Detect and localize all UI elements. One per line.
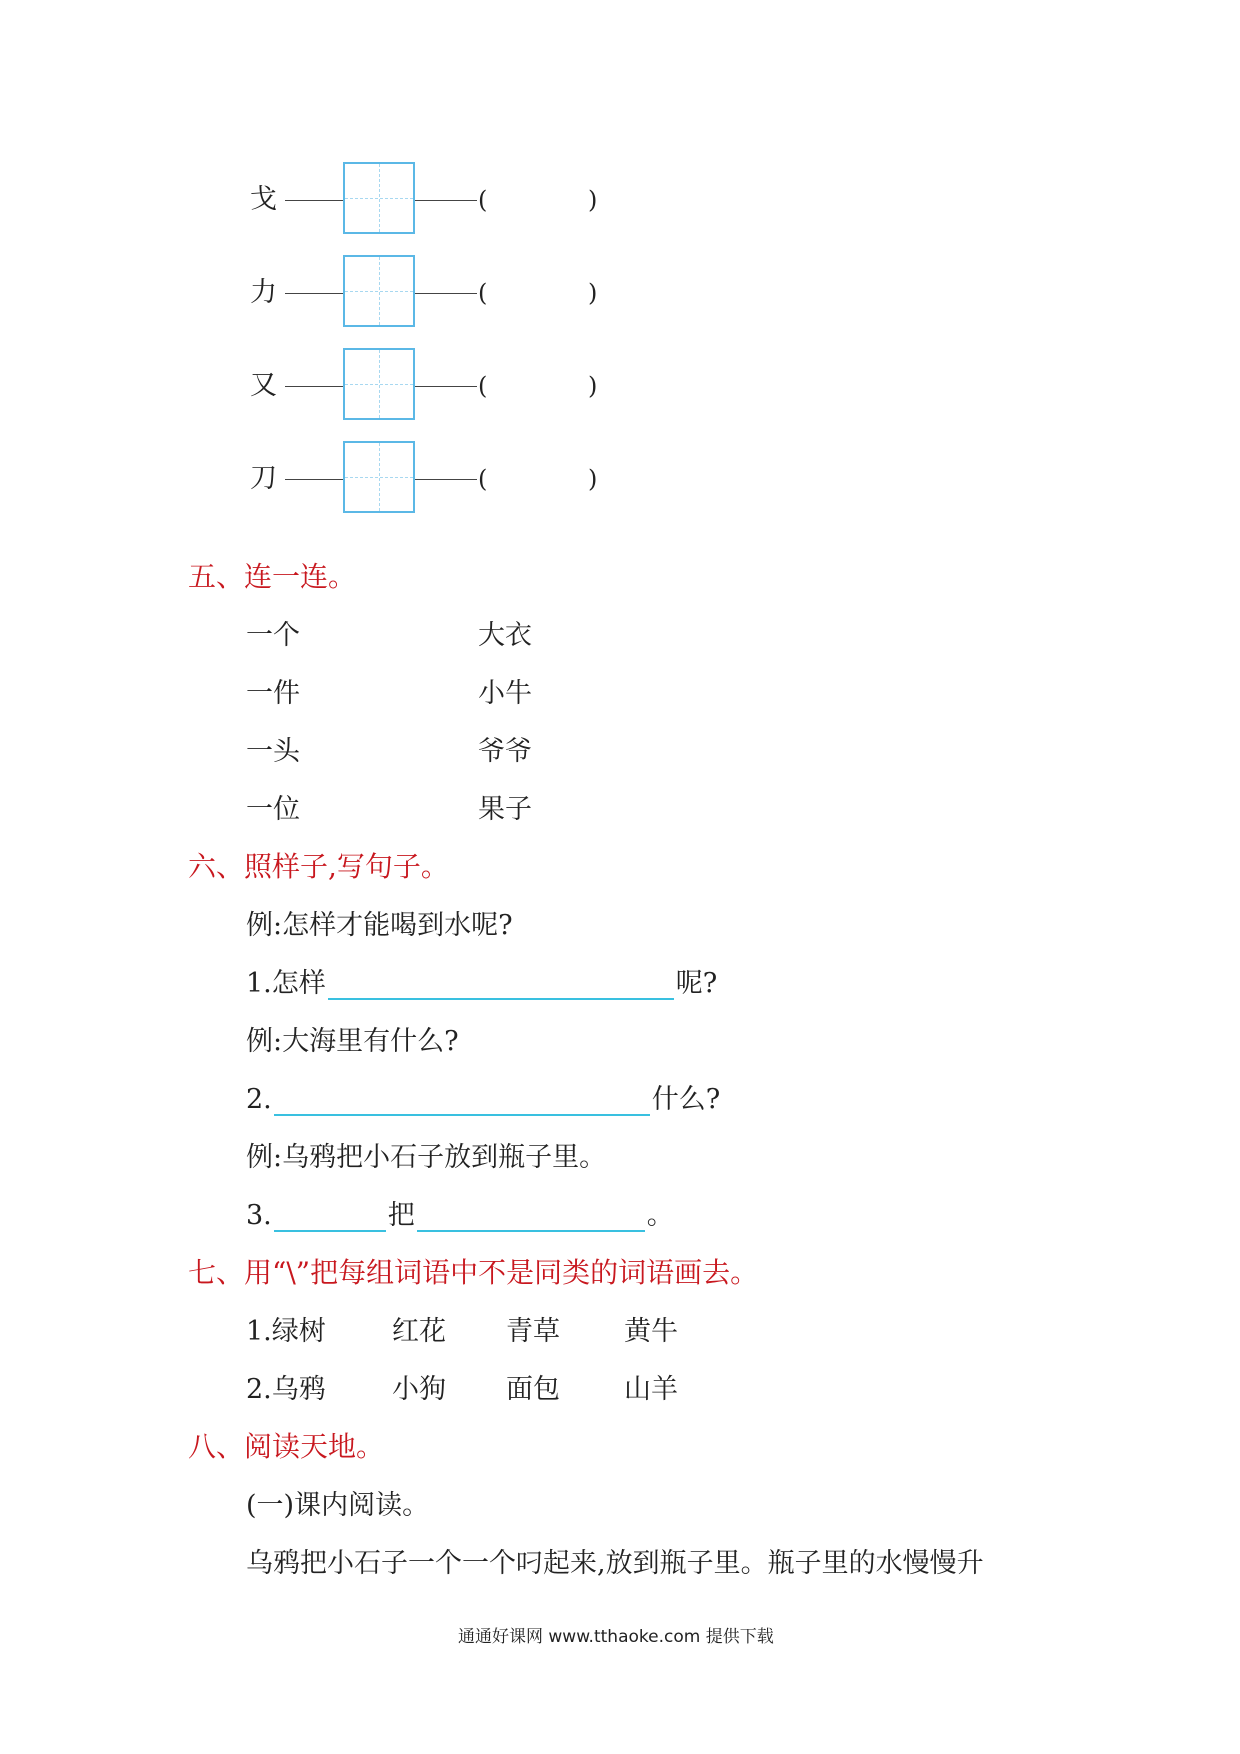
paren-close: ) bbox=[588, 372, 598, 400]
question-3 bbox=[246, 1200, 674, 1232]
example-sentence: 例:乌鸦把小石子放到瓶子里。 bbox=[246, 1142, 607, 1173]
connector-line bbox=[285, 386, 343, 387]
char-label: 刀 bbox=[250, 463, 277, 494]
paren-close: ) bbox=[588, 465, 598, 493]
page-footer: 通通好课网 www.tthaoke.com 提供下载 bbox=[458, 1627, 774, 1647]
answer-blank[interactable] bbox=[417, 1204, 645, 1232]
connector-line bbox=[415, 200, 477, 201]
match-left-item[interactable]: 一头 bbox=[246, 736, 300, 767]
example-sentence: 例:怎样才能喝到水呢? bbox=[246, 910, 513, 941]
section-7-title: 七、用“\”把每组词语中不是同类的词语画去。 bbox=[188, 1256, 759, 1289]
question-1 bbox=[246, 968, 717, 1000]
connector-line bbox=[415, 386, 477, 387]
q3-prefix: 3. bbox=[246, 1200, 272, 1231]
section-8-title: 八、阅读天地。 bbox=[188, 1430, 385, 1463]
word-item[interactable]: 小狗 bbox=[392, 1374, 446, 1405]
char-label: 又 bbox=[250, 370, 277, 401]
word-item[interactable]: 2.乌鸦 bbox=[246, 1374, 326, 1405]
section-6-title: 六、照样子,写句子。 bbox=[188, 850, 449, 883]
match-right-item[interactable]: 爷爷 bbox=[478, 736, 532, 767]
q1-prefix: 1.怎样 bbox=[246, 968, 326, 999]
q1-suffix: 呢? bbox=[675, 968, 718, 999]
word-item[interactable]: 红花 bbox=[392, 1316, 446, 1347]
match-left-item[interactable]: 一个 bbox=[246, 620, 300, 651]
match-left-item[interactable]: 一件 bbox=[246, 678, 300, 709]
char-row bbox=[0, 255, 1240, 335]
word-item[interactable]: 山羊 bbox=[624, 1374, 678, 1405]
connector-line bbox=[285, 200, 343, 201]
q2-suffix: 什么? bbox=[651, 1084, 721, 1115]
connector-line bbox=[415, 479, 477, 480]
connector-line bbox=[285, 293, 343, 294]
word-item[interactable]: 1.绿树 bbox=[246, 1316, 326, 1347]
answer-blank[interactable] bbox=[328, 972, 674, 1000]
section-5-title: 五、连一连。 bbox=[188, 560, 357, 593]
match-right-item[interactable]: 果子 bbox=[478, 794, 532, 825]
paren-open: ( bbox=[478, 186, 488, 214]
char-label: 戈 bbox=[250, 184, 277, 215]
writing-box[interactable] bbox=[343, 348, 415, 420]
writing-box[interactable] bbox=[343, 162, 415, 234]
connector-line bbox=[285, 479, 343, 480]
word-item[interactable]: 黄牛 bbox=[624, 1316, 678, 1347]
paren-open: ( bbox=[478, 372, 488, 400]
char-row bbox=[0, 162, 1240, 242]
question-2 bbox=[246, 1084, 720, 1116]
word-item[interactable]: 面包 bbox=[506, 1374, 560, 1405]
reading-passage: 乌鸦把小石子一个一个叼起来,放到瓶子里。瓶子里的水慢慢升 bbox=[246, 1548, 984, 1579]
match-right-item[interactable]: 大衣 bbox=[478, 620, 532, 651]
char-label: 力 bbox=[250, 277, 277, 308]
writing-box[interactable] bbox=[343, 441, 415, 513]
answer-blank[interactable] bbox=[274, 1088, 650, 1116]
word-item[interactable]: 青草 bbox=[506, 1316, 560, 1347]
answer-blank[interactable] bbox=[274, 1204, 386, 1232]
match-right-item[interactable]: 小牛 bbox=[478, 678, 532, 709]
example-sentence: 例:大海里有什么? bbox=[246, 1026, 459, 1057]
q3-mid: 把 bbox=[387, 1200, 415, 1231]
connector-line bbox=[415, 293, 477, 294]
char-row bbox=[0, 441, 1240, 521]
match-left-item[interactable]: 一位 bbox=[246, 794, 300, 825]
subsection-title: (一)课内阅读。 bbox=[246, 1490, 430, 1521]
paren-close: ) bbox=[588, 279, 598, 307]
q2-prefix: 2. bbox=[246, 1084, 272, 1115]
writing-box[interactable] bbox=[343, 255, 415, 327]
q3-suffix: 。 bbox=[646, 1200, 674, 1231]
paren-open: ( bbox=[478, 465, 488, 493]
paren-close: ) bbox=[588, 186, 598, 214]
paren-open: ( bbox=[478, 279, 488, 307]
char-row bbox=[0, 348, 1240, 428]
